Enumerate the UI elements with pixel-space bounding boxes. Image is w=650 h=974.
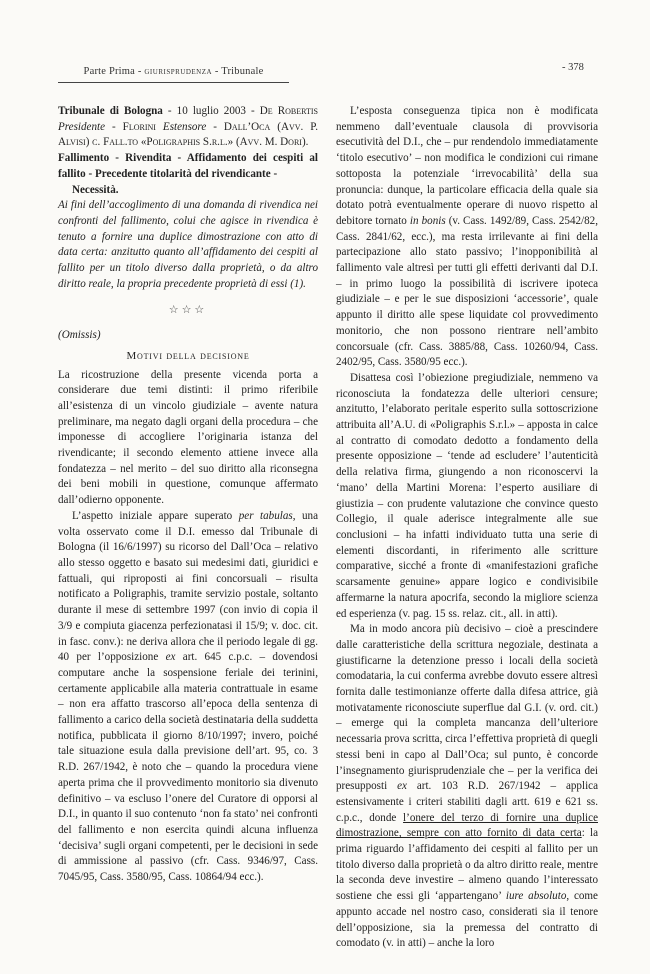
paragraph-1: La ricostruzione della presente vicenda porta a considerare due temi distinti: il primo riferibile all’esistenza di un vincolo giudiziale – avente natura preliminare, ma negato dagli organi della procedura – che imponesse di accogliere l’originaria istanza del rivendicante; il secondo elemento attiene invece alla fondatezza – nel merito – del suo diritto alla riconsegna dei beni mobili in questione, comunque affermato dall’odierno opponente.: [58, 368, 318, 507]
right-column: [336, 104, 598, 952]
paragraph-3-a: L’esposta conseguenza tipica non è modificata nemmeno dall’eventuale clausola di provvisoria esecutività del D.I., che – pur rendendolo immediatamente ‘titolo esecutivo’ – non modifica le condizioni cui rimane sottoposta la potenziale ‘irrevocabilità’ della sua pronuncia: dunque, la particolare efficacia della quale sia dotato potrà eventualmente operare di nuovo rispetto al debitore tornato: [336, 105, 598, 227]
paragraph-5-a: Ma in modo ancora più decisivo – cioè a prescindere dalle caratteristiche della scrittura negoziale, destinata a giustificarne la detenzione presso i locali della società comodataria, la cui conferma avrebbe dovuto essere altresì fornita dalle testimonianze offerte dalla difesa attrice, già motivatamente riconosciute superflue dal G.I. (v. ord. cit.) – emerge qui la completa mancanza dell’ulteriore necessaria prova scritta, circa l’effettiva proprietà di quegli stessi beni in capo al Dall’Oca; sul punto, è concorde l’insegnamento giurisprudenziale che – per la verifica dei presupposti: [336, 623, 598, 793]
court-name: Tribunale di Bologna: [58, 105, 163, 117]
rapporteur-role: Estensore -: [155, 120, 224, 133]
running-head-section: giurisprudenza: [144, 66, 213, 77]
paragraph-5-f: iure absoluto: [505, 890, 567, 903]
omissis-note: (Omissis): [58, 329, 101, 342]
paragraph-5-g: , come appunto accade nel nostro caso, considerati sia il tenore dell’opposizione, sia la premessa del contratto di comodato (v. in atti) – anche la loro: [336, 890, 598, 950]
paragraph-2-c: , una volta osservato come il D.I. emesso dal Tribunale di Bologna (il 16/6/1997) su ricorso del Dall’Oca – relativo allo stesso oggetto e basato sui medesimi dati, giuridici e fattuali, qui riproposti ai fini concorsuali – risulta notificato a Poligraphis, tramite servizio postale, soltanto durante il mese di settembre 1997 (con invio di copia il 3/9 e compiuta giacenza perfezionatasi il 15/9; v. doc. cit. in fasc. conv.): ne deriva allora che il periodo legale di gg. 40 per l’opposizione: [58, 509, 318, 664]
case-maxim: Ai fini dell’accoglimento di una domanda di rivendica nei confronti del fallimento, colui che agisce in rivendica è tenuto a fornire una duplice dimostrazione con atto di data certa: anzitutto quanto all’affidamento dei cespiti al fallito per un titolo diverso dalla proprietà, o da altro diritto reale, la propria precedente proprietà di essi (1).: [58, 199, 318, 290]
paragraph-4: Disattesa così l’obiezione pregiudiziale, nemmeno va riconosciuta la fondatezza delle ulteriori censure; anzitutto, l’elaborato peritale esperito sulla sottoscrizione attribuita all’A.U. di «Poligraphis S.r.l.» – apposta in calce al contratto di comodato dedotto a fondamento della presente opposizione – ‘tende ad escludere’ l’autenticità della relativa firma, giungendo a non riconoscervi la ‘mano’ della Martini Morena: l’esperto ausiliare di giustizia – con prudente valutazione che convince questo Collegio, il quale aderisce integralmente alle sue conclusioni – ha infatti individuato tutta una serie di elementi discordanti, in riferimento alle scritture comparative, sicché a fronte di «manifestazioni grafiche scarsamente genuine» appare logico e condivisibile affermarne la natura apocrifa, secondo la migliore scienza ed esperienza (v. pag. 15 ss. relaz. cit., all. in atti).: [336, 371, 598, 620]
rapporteur-name: Florini: [122, 120, 156, 133]
case-date: - 10 luglio 2003 -: [162, 105, 260, 117]
paragraph-2: [58, 509, 318, 886]
case-parties: Dall’Oca (Avv. P. Alvisi) c. Fall.to «Poligraphis S.r.l.» (Avv. M. Dori).: [58, 120, 318, 149]
section-separator: ☆☆☆: [168, 304, 208, 317]
paragraph-5-underlined: l’onere del terzo di fornire una duplice dimostrazione, sempre con atto fornito di data certa: [336, 811, 598, 840]
page-number: - 378: [562, 62, 584, 73]
left-column: [58, 104, 318, 886]
running-head: [58, 66, 289, 77]
case-subject-line1: Fallimento - Rivendita - Affidamento dei cespiti al fallito - Precedente titolarità del rivendicante -: [58, 152, 318, 180]
section-heading: Motivi della decisione: [126, 349, 250, 362]
paragraph-3-c: (v. Cass. 1492/89, Cass. 2542/82, Cass. 2841/62, ecc.), ma resta irrilevante ai fini della partecipazione allo stato passivo; l’inopponibilità al fallimento vale altresì per tutti gli effetti derivanti dal D.I. – in primo luogo la possibilità di iscrivere ipoteca giudiziale – e per le sue disposizioni ‘accessorie’, quale appunto il diritto alle spese liquidate col provvedimento monitorio, che non possono rientrare nell’ambito concorsuale (cfr. Cass. 3885/88, Cass. 10260/94, Cass. 2402/95, Cass. 3580/95 ecc.).: [336, 214, 598, 369]
paragraph-5-e: : la prima riguardo l’affidamento dei cespiti al fallito per un titolo diverso dalla proprietà o da altro diritto reale, mentre la seconda deve investire – almeno quando l’interessato sostiene che essi gli ‘appartengano’: [336, 827, 598, 903]
paragraph-3: [336, 104, 598, 371]
case-header: [58, 104, 318, 151]
president-role: Presidente -: [58, 120, 123, 133]
paragraph-5-c: art. 103 R.D. 267/1942 – applica estensivamente i criteri stabiliti dagli artt. 619 e 621 ss. c.p.c., donde: [336, 780, 598, 824]
paragraph-5-b: ex: [397, 780, 407, 793]
paragraph-2-e: art. 645 c.p.c. – dovendosi computare anche la sospensione feriale dei terinini, certamente applicabile alla materia contrattuale in esame – non era affatto trascorso all’epoca della sentenza di fallimento a carico della società destinataria della suddetta notifica, pubblicata il giorno 8/10/1997; invero, poiché tale situazione esula dalla previsione dell’art. 95, co. 3 R.D. 267/1942, è noto che – quando la procedura viene aperta prima che il provvedimento monitorio sia divenuto definitivo – va escluso l’onere del Curatore di opporsi al D.I., in quanto il suo contenuto ‘non fa stato’ nei confronti del fallimento e non esercita quindi alcuna influenza ‘decisiva’ sugli organi competenti, per le decisioni in sede di ammissione al passivo (cfr. Cass. 9346/97, Cass. 7045/95, Cass. 3580/95, Cass. 10864/94 ecc.).: [58, 651, 318, 884]
running-head-suffix: - Tribunale: [212, 66, 264, 77]
running-head-rule: [58, 82, 289, 83]
case-subject: [58, 151, 318, 198]
president-name: De Robertis: [259, 105, 318, 117]
paragraph-5: [336, 622, 598, 952]
paragraph-2-a: L’aspetto iniziale appare superato: [72, 509, 239, 522]
paragraph-3-b: in bonis: [409, 214, 446, 227]
running-head-prefix: Parte Prima -: [83, 66, 145, 77]
paragraph-2-b: per tabulas: [238, 509, 293, 522]
paragraph-2-d: ex: [165, 651, 176, 664]
case-subject-line2: Necessità.: [72, 183, 119, 196]
